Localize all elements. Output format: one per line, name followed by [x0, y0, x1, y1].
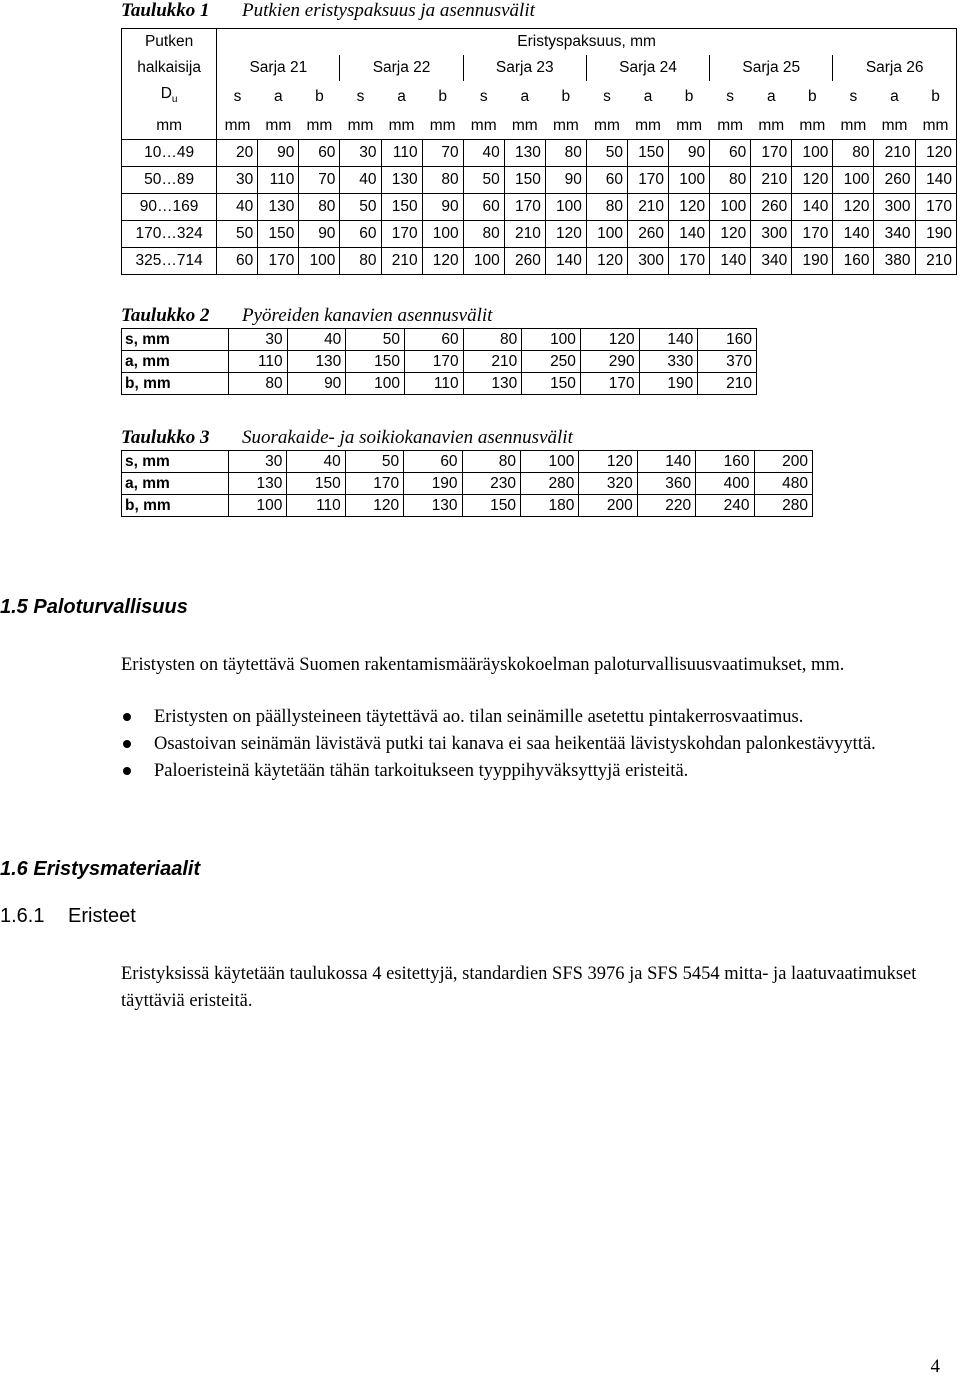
table1-caption-title: Putkien eristyspaksuus ja asennusvälit: [242, 0, 535, 21]
row-label: s, mm: [122, 329, 229, 351]
table-cell: 110: [404, 373, 463, 395]
table1-cell: 50: [217, 221, 258, 248]
table-cell: 150: [522, 373, 581, 395]
table-cell: 30: [229, 329, 288, 351]
section-15-bullet-list: [121, 704, 921, 785]
section-16-heading: 1.6 Eristysmateriaalit: [0, 858, 201, 880]
table1-unit-cell: mm: [669, 113, 710, 140]
table1-cell: 80: [299, 194, 340, 221]
table1-sub-header: a: [397, 88, 406, 106]
row-label: b, mm: [122, 373, 229, 395]
table1-cell: 210: [381, 248, 422, 275]
table-cell: 120: [580, 329, 639, 351]
table1-cell: 120: [669, 194, 710, 221]
table1-unit-cell: mm: [915, 113, 956, 140]
table-cell: 140: [639, 329, 698, 351]
table1-cell: 100: [792, 140, 833, 167]
table1-unit-cell: mm: [627, 113, 668, 140]
table-row: [122, 140, 957, 167]
row-label: a, mm: [122, 351, 229, 373]
table1-cell: 260: [504, 248, 545, 275]
table1-cell: 20: [217, 140, 258, 167]
bullet-text: Paloeristeinä käytetään tähän tarkoitukseen tyyppihyväksyttyjä eristeitä.: [154, 761, 689, 781]
table1-cell: 90: [669, 140, 710, 167]
table1-cell: 40: [217, 194, 258, 221]
table1-series-header: Sarja 22: [340, 55, 463, 81]
table1-cell: 60: [299, 140, 340, 167]
table1-unit-cell: mm: [381, 113, 422, 140]
table-cell: 80: [462, 451, 520, 473]
table1-cell: 160: [833, 248, 874, 275]
section-161-title: Eristeet: [68, 905, 136, 927]
table-row: [122, 329, 757, 351]
table-cell: 210: [698, 373, 757, 395]
table1-unit-cell: mm: [422, 113, 463, 140]
table1-cell: 80: [586, 194, 627, 221]
section-161-number: 1.6.1: [0, 905, 45, 927]
table1-col-header: Putken: [122, 29, 217, 56]
section-15-bullet: [121, 731, 921, 758]
table1-pipe-insulation: [121, 28, 957, 275]
table1-unit-cell: mm: [463, 113, 504, 140]
table1-cell: 170: [915, 194, 956, 221]
table1-cell: 210: [915, 248, 956, 275]
table-cell: 130: [463, 373, 522, 395]
table1-cell: 70: [299, 167, 340, 194]
table1-cell: 120: [545, 221, 586, 248]
table1-cell: 60: [217, 248, 258, 275]
table1-cell: 80: [545, 140, 586, 167]
table1-sub-header: s: [356, 88, 365, 106]
table1-cell: 120: [792, 167, 833, 194]
table1-cell: 100: [710, 194, 751, 221]
table1-cell: 90: [422, 194, 463, 221]
table1-cell: 150: [381, 194, 422, 221]
table1-cell: 260: [751, 194, 792, 221]
section-161-heading: [0, 905, 136, 928]
table1-cell: 170: [669, 248, 710, 275]
bullet-text: Eristysten on päällysteineen täytettävä ao. tilan seinämille asetettu pintakerrosvaatimus.: [154, 707, 804, 727]
table1-cell: 50: [340, 194, 381, 221]
table-cell: 140: [637, 451, 695, 473]
table-cell: 130: [404, 495, 462, 517]
table1-cell: 300: [627, 248, 668, 275]
table1-sub-header: s: [603, 88, 611, 106]
table1-cell: 100: [669, 167, 710, 194]
table1-row-label: 50…89: [122, 167, 217, 194]
table1-series-header: Sarja 26: [833, 55, 957, 81]
table-cell: 130: [287, 351, 346, 373]
table1-cell: 340: [874, 221, 915, 248]
section-16-paragraph: Eristyksissä käytetään taulukossa 4 esitettyjä, standardien SFS 3976 ja SFS 5454 mitta- ja laatuvaatimukset täyttäviä eristeitä.: [121, 964, 917, 1011]
table1-cell: 120: [833, 194, 874, 221]
table1-header-row3: [122, 81, 957, 113]
table1-unit-cell: mm: [833, 113, 874, 140]
table-row: [122, 194, 957, 221]
table1-cell: 90: [258, 140, 299, 167]
table1-series-header: Sarja 25: [710, 55, 833, 81]
table-cell: 180: [520, 495, 578, 517]
table1-cell: 150: [627, 140, 668, 167]
table2-caption: [121, 305, 493, 327]
table1-cell: 210: [504, 221, 545, 248]
table1-du-sub: u: [171, 94, 178, 106]
table1-cell: 100: [463, 248, 504, 275]
table-cell: 160: [696, 451, 754, 473]
bullet-dot-icon: [123, 713, 131, 721]
table-cell: 40: [287, 451, 345, 473]
table1-cell: 40: [463, 140, 504, 167]
table1-du-main: D: [160, 85, 172, 102]
table1-unit-cell: mm: [586, 113, 627, 140]
table-cell: 100: [229, 495, 287, 517]
table1-sub-header: a: [643, 88, 653, 106]
table-row: [122, 248, 957, 275]
table2-caption-number: Taulukko 2: [121, 305, 210, 326]
table1-sub-header: b: [808, 88, 817, 106]
table-cell: 200: [579, 495, 637, 517]
table1-cell: 110: [381, 140, 422, 167]
table1-cell: 170: [627, 167, 668, 194]
table1-cell: 340: [751, 248, 792, 275]
bullet-dot-icon: [123, 767, 131, 775]
table-cell: 230: [462, 473, 520, 495]
table1-sub-header: b: [438, 88, 447, 106]
table1-cell: 120: [422, 248, 463, 275]
table-cell: 320: [579, 473, 637, 495]
table1-cell: 140: [545, 248, 586, 275]
table3-rect-ducts: [121, 450, 813, 517]
table1-cell: 120: [586, 248, 627, 275]
table1-row-label: 170…324: [122, 221, 217, 248]
table1-cell: 110: [258, 167, 299, 194]
table-cell: 480: [754, 473, 812, 495]
table-cell: 170: [580, 373, 639, 395]
table-cell: 80: [463, 329, 522, 351]
table1-unit-label: mm: [122, 113, 217, 140]
table1-cell: 60: [463, 194, 504, 221]
table1-cell: 120: [710, 221, 751, 248]
table1-cell: 140: [915, 167, 956, 194]
table-cell: 360: [637, 473, 695, 495]
table1-cell: 210: [874, 140, 915, 167]
table1-cell: 100: [586, 221, 627, 248]
table-cell: 200: [754, 451, 812, 473]
table1-cell: 100: [422, 221, 463, 248]
table1-cell: 60: [340, 221, 381, 248]
table1-cell: 140: [792, 194, 833, 221]
table-row: [122, 451, 813, 473]
table1-cell: 50: [586, 140, 627, 167]
table-cell: 400: [696, 473, 754, 495]
table-cell: 210: [463, 351, 522, 373]
table-cell: 190: [639, 373, 698, 395]
table1-unit-cell: mm: [792, 113, 833, 140]
table-cell: 370: [698, 351, 757, 373]
table2-round-ducts: [121, 328, 757, 395]
table-cell: 100: [346, 373, 405, 395]
table-cell: 280: [520, 473, 578, 495]
table1-caption: [121, 0, 535, 22]
table1-cell: 210: [627, 194, 668, 221]
table1-cell: 40: [340, 167, 381, 194]
table1-cell: 120: [915, 140, 956, 167]
table1-cell: 80: [463, 221, 504, 248]
table1-body: [122, 140, 957, 275]
table1-cell: 130: [258, 194, 299, 221]
table-row: [122, 221, 957, 248]
table-cell: 80: [229, 373, 288, 395]
table1-unit-cell: mm: [340, 113, 381, 140]
table-cell: 250: [522, 351, 581, 373]
table1-cell: 190: [915, 221, 956, 248]
table-cell: 90: [287, 373, 346, 395]
table1-sub-header: b: [315, 88, 324, 106]
table1-row3-label: [122, 81, 217, 113]
table1-row-label: 325…714: [122, 248, 217, 275]
table-cell: 330: [639, 351, 698, 373]
table-cell: 190: [404, 473, 462, 495]
table1-header-row2: [122, 55, 957, 81]
table-cell: 130: [229, 473, 287, 495]
row-label: s, mm: [122, 451, 229, 473]
table1-unit-cell: mm: [710, 113, 751, 140]
table1-row2-label: halkaisija: [122, 55, 217, 81]
table1-header-row1: [122, 29, 957, 56]
table-row: [122, 351, 757, 373]
table1-unit-cell: mm: [258, 113, 299, 140]
table1-cell: 300: [751, 221, 792, 248]
table1-sub-header: s: [479, 88, 488, 106]
table2-body: [122, 329, 757, 395]
table3-caption: [121, 427, 573, 449]
table-cell: 110: [287, 495, 345, 517]
table1-cell: 60: [710, 140, 751, 167]
row-label: a, mm: [122, 473, 229, 495]
table1-cell: 60: [586, 167, 627, 194]
table1-cell: 90: [299, 221, 340, 248]
section-15-bullet: [121, 758, 921, 785]
table-cell: 220: [637, 495, 695, 517]
table-cell: 150: [346, 351, 405, 373]
table1-cell: 50: [463, 167, 504, 194]
table-cell: 60: [404, 451, 462, 473]
table-row: [122, 473, 813, 495]
table1-unit-row: [122, 113, 957, 140]
table1-cell: 30: [217, 167, 258, 194]
table1-unit-cell: mm: [545, 113, 586, 140]
table-cell: 150: [462, 495, 520, 517]
table1-row-label: 10…49: [122, 140, 217, 167]
table-cell: 150: [287, 473, 345, 495]
table3-caption-title: Suorakaide- ja soikiokanavien asennusvälit: [242, 427, 573, 448]
table1-cell: 140: [833, 221, 874, 248]
row-label: b, mm: [122, 495, 229, 517]
table1-cell: 140: [710, 248, 751, 275]
table1-caption-number: Taulukko 1: [121, 0, 210, 21]
table3-caption-number: Taulukko 3: [121, 427, 210, 448]
table-cell: 30: [229, 451, 287, 473]
table1-sub-header: b: [915, 81, 956, 113]
table-cell: 40: [287, 329, 346, 351]
table1-cell: 150: [258, 221, 299, 248]
table-cell: 280: [754, 495, 812, 517]
table3-body: [122, 451, 813, 517]
table-cell: 50: [346, 329, 405, 351]
table-cell: 120: [345, 495, 403, 517]
table1-cell: 100: [299, 248, 340, 275]
table1-cell: 210: [751, 167, 792, 194]
table1-sub-header: s: [217, 81, 258, 113]
table1-cell: 260: [874, 167, 915, 194]
table1-sub-header: s: [726, 88, 735, 106]
section-15-intro: Eristysten on täytettävä Suomen rakentamismääräyskokoelman paloturvallisuusvaatimukset, mm.: [121, 655, 845, 675]
table1-cell: 100: [833, 167, 874, 194]
table-row: [122, 373, 757, 395]
table1-cell: 130: [381, 167, 422, 194]
table1-cell: 70: [422, 140, 463, 167]
table-cell: 100: [522, 329, 581, 351]
table1-cell: 300: [874, 194, 915, 221]
table1-unit-cell: mm: [504, 113, 545, 140]
table-cell: 160: [698, 329, 757, 351]
table1-row-label: 90…169: [122, 194, 217, 221]
table1-cell: 90: [545, 167, 586, 194]
table1-cell: 150: [504, 167, 545, 194]
table-cell: 290: [580, 351, 639, 373]
table1-cell: 170: [381, 221, 422, 248]
table1-sub-header: a: [766, 88, 776, 106]
table1-sub-header: a: [520, 88, 530, 106]
table1-cell: 170: [751, 140, 792, 167]
table1-sub-header: a: [274, 88, 283, 106]
table1-unit-cell: mm: [217, 113, 258, 140]
table1-cell: 170: [258, 248, 299, 275]
table1-series-header: Sarja 24: [586, 55, 709, 81]
table1-series-header: Sarja 23: [463, 55, 586, 81]
table-cell: 240: [696, 495, 754, 517]
table1-cell: 140: [669, 221, 710, 248]
table-cell: 110: [229, 351, 288, 373]
table-cell: 170: [345, 473, 403, 495]
table-cell: 100: [520, 451, 578, 473]
table1-sub-header: s: [849, 88, 858, 106]
table1-cell: 80: [710, 167, 751, 194]
table1-sub-header: a: [890, 88, 899, 106]
table1-cell: 80: [340, 248, 381, 275]
table1-cell: 170: [792, 221, 833, 248]
table1-cell: 190: [792, 248, 833, 275]
bullet-dot-icon: [123, 740, 131, 748]
table-cell: 60: [404, 329, 463, 351]
table1-span-header: Eristyspaksuus, mm: [217, 29, 957, 56]
page-number: 4: [930, 1356, 940, 1377]
table-cell: 50: [345, 451, 403, 473]
table1-cell: 100: [545, 194, 586, 221]
table1-cell: 80: [422, 167, 463, 194]
table1-cell: 30: [340, 140, 381, 167]
table1-series-header: Sarja 21: [217, 55, 340, 81]
table-row: [122, 167, 957, 194]
table1-cell: 380: [874, 248, 915, 275]
table1-cell: 170: [504, 194, 545, 221]
table2-caption-title: Pyöreiden kanavien asennusvälit: [242, 305, 493, 326]
table1-unit-cell: mm: [874, 113, 915, 140]
section-15-heading: 1.5 Paloturvallisuus: [0, 596, 188, 618]
table-cell: 120: [579, 451, 637, 473]
table1-sub-header: b: [561, 88, 571, 106]
table1-unit-cell: mm: [751, 113, 792, 140]
table1-cell: 260: [627, 221, 668, 248]
section-15-bullet: [121, 704, 921, 731]
table1-cell: 80: [833, 140, 874, 167]
bullet-text: Osastoivan seinämän lävistävä putki tai kanava ei saa heikentää lävistyskohdan palonkestävyyttä.: [154, 734, 876, 754]
table1-sub-header: b: [684, 88, 694, 106]
table1-unit-cell: mm: [299, 113, 340, 140]
table-row: [122, 495, 813, 517]
table-cell: 170: [404, 351, 463, 373]
table1-cell: 130: [504, 140, 545, 167]
